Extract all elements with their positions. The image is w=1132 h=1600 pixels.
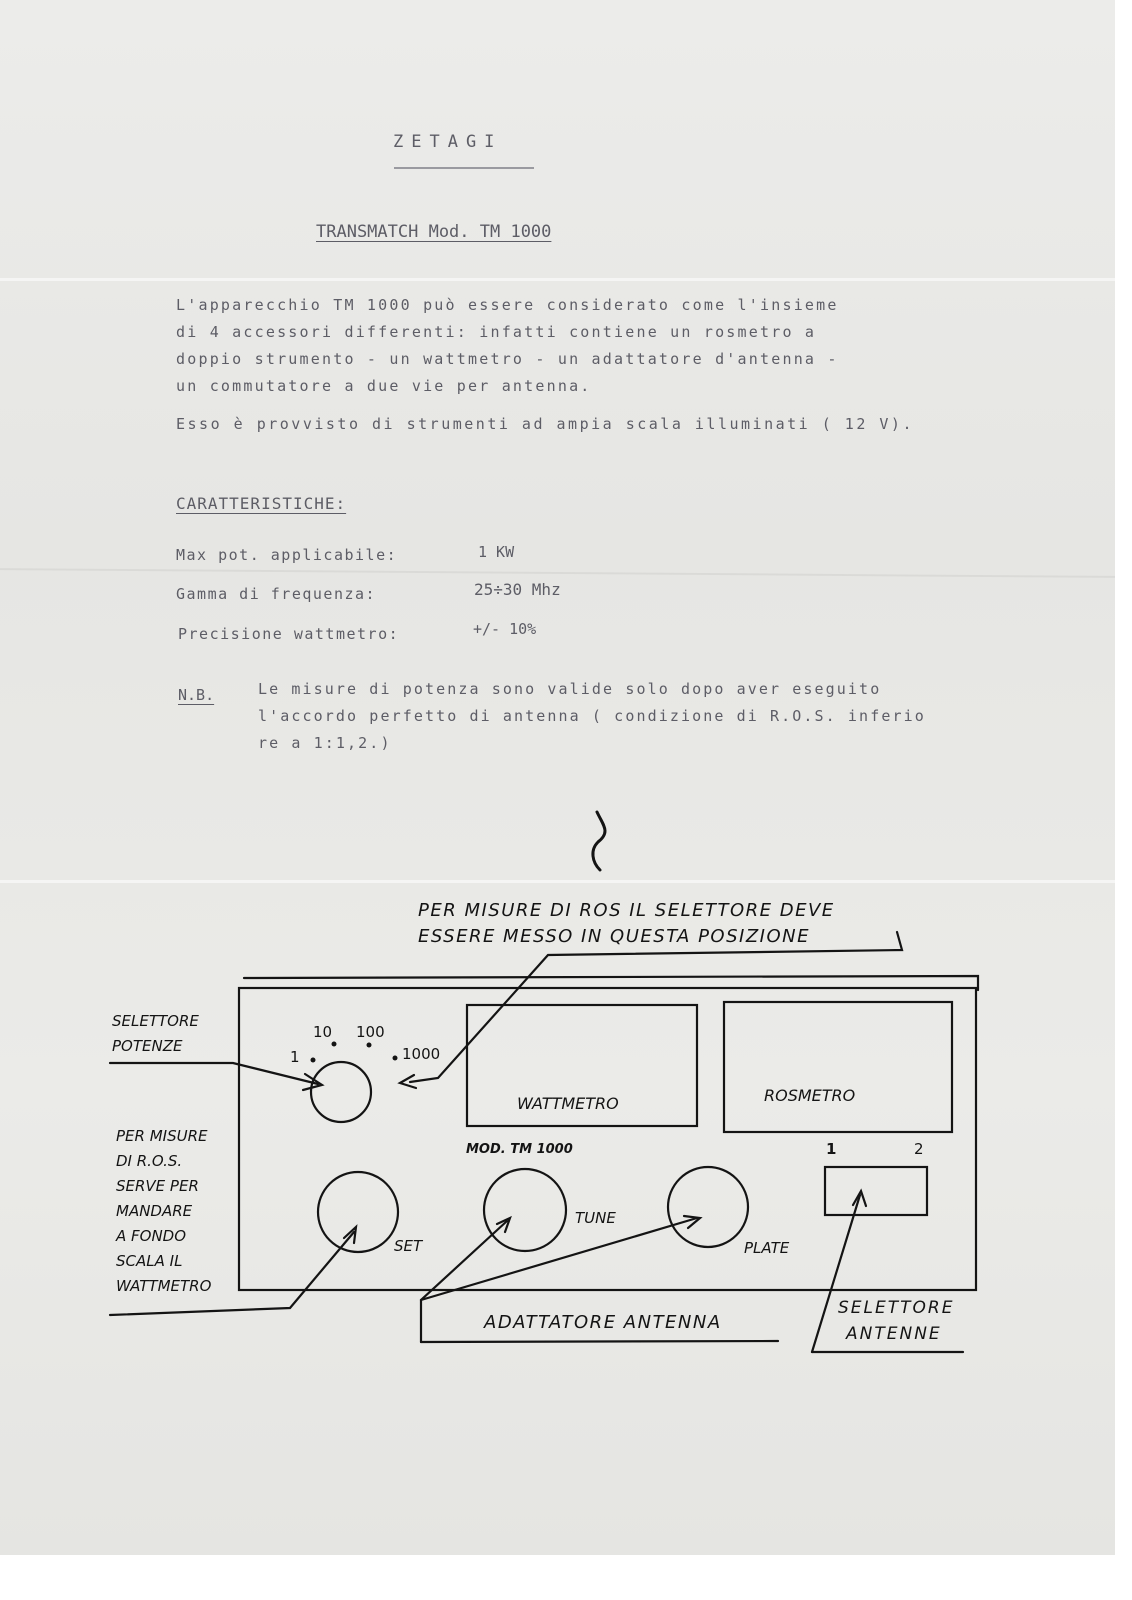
ros-note-line: SCALA IL xyxy=(116,1252,183,1270)
model-title: TRANSMATCH Mod. TM 1000 xyxy=(316,222,552,242)
intro-line: doppio strumento - un wattmetro - un adattatore d'antenna - xyxy=(176,350,839,368)
set-knob xyxy=(318,1172,398,1252)
adattatore-antenna-label: ADATTATORE ANTENNA xyxy=(484,1312,722,1333)
selettore-potenze-label: POTENZE xyxy=(112,1037,183,1055)
top-note-line: PER MISURE DI ROS IL SELETTORE DEVE xyxy=(418,900,835,921)
antenna-switch xyxy=(825,1167,927,1215)
intro-line: di 4 accessori differenti: infatti contiene un rosmetro a xyxy=(176,323,817,341)
ros-note-line: PER MISURE xyxy=(116,1127,208,1145)
tune-knob xyxy=(484,1169,566,1251)
ros-note-line: MANDARE xyxy=(116,1202,193,1220)
model-mark: MOD. TM 1000 xyxy=(466,1142,573,1157)
pen-scribble xyxy=(593,812,605,870)
top-note-leader xyxy=(410,932,902,1082)
nb-line: re a 1:1,2.) xyxy=(258,734,392,752)
ros-note-line: SERVE PER xyxy=(116,1177,199,1195)
intro-line: un commutatore a due vie per antenna. xyxy=(176,377,592,395)
spec-label: Gamma di frequenza: xyxy=(176,585,377,603)
selettore-potenze-knob xyxy=(311,1062,371,1122)
power-step-label: 1 xyxy=(290,1048,300,1066)
switch-position-1: 1 xyxy=(826,1140,837,1158)
selettore-potenze-label: SELETTORE xyxy=(112,1012,199,1030)
rosmetro-window xyxy=(724,1002,952,1132)
rosmetro-label: ROSMETRO xyxy=(764,1086,856,1105)
position-dot-1 xyxy=(311,1058,316,1063)
specs-heading: CARATTERISTICHE: xyxy=(176,494,347,513)
plate-label: PLATE xyxy=(744,1239,790,1257)
nb-line: Le misure di potenza sono valide solo dopo aver eseguito xyxy=(258,680,882,698)
top-note-line: ESSERE MESSO IN QUESTA POSIZIONE xyxy=(418,926,810,947)
power-step-label: 1000 xyxy=(402,1045,441,1063)
intro-line: L'apparecchio TM 1000 può essere considerato come l'insieme xyxy=(176,296,839,314)
selettore-leader xyxy=(110,1063,318,1084)
position-dot-10 xyxy=(332,1042,337,1047)
nb-line: l'accordo perfetto di antenna ( condizione di R.O.S. inferio xyxy=(258,707,926,725)
spec-label: Max pot. applicabile: xyxy=(176,546,398,564)
intro-note: Esso è provvisto di strumenti ad ampia scala illuminati ( 12 V). xyxy=(176,415,914,433)
ros-note-line: WATTMETRO xyxy=(116,1277,212,1295)
spec-value: +/- 10% xyxy=(473,620,537,638)
spec-label: Precisione wattmetro: xyxy=(178,625,400,643)
position-dot-1000 xyxy=(393,1056,398,1061)
ros-note-line: DI R.O.S. xyxy=(116,1152,183,1170)
power-step-label: 100 xyxy=(356,1023,385,1041)
ros-note-line: A FONDO xyxy=(116,1227,187,1245)
adattatore-underline xyxy=(421,1341,778,1342)
selettore-antenne-label: ANTENNE xyxy=(846,1324,942,1344)
brand-heading: ZETAGI xyxy=(393,132,503,152)
position-dot-100 xyxy=(367,1043,372,1048)
wattmetro-label: WATTMETRO xyxy=(517,1094,619,1113)
switch-position-2: 2 xyxy=(914,1140,924,1158)
power-step-label: 10 xyxy=(313,1023,333,1041)
spec-value: 1 KW xyxy=(478,543,515,561)
nb-label: N.B. xyxy=(178,686,215,704)
plate-knob xyxy=(668,1167,748,1247)
selettore-antenne-label: SELETTORE xyxy=(838,1298,955,1318)
tune-label: TUNE xyxy=(575,1209,616,1227)
set-label: SET xyxy=(394,1237,423,1255)
spec-value: 25÷30 Mhz xyxy=(474,580,561,599)
adattatore-leader-plate xyxy=(421,1218,697,1300)
